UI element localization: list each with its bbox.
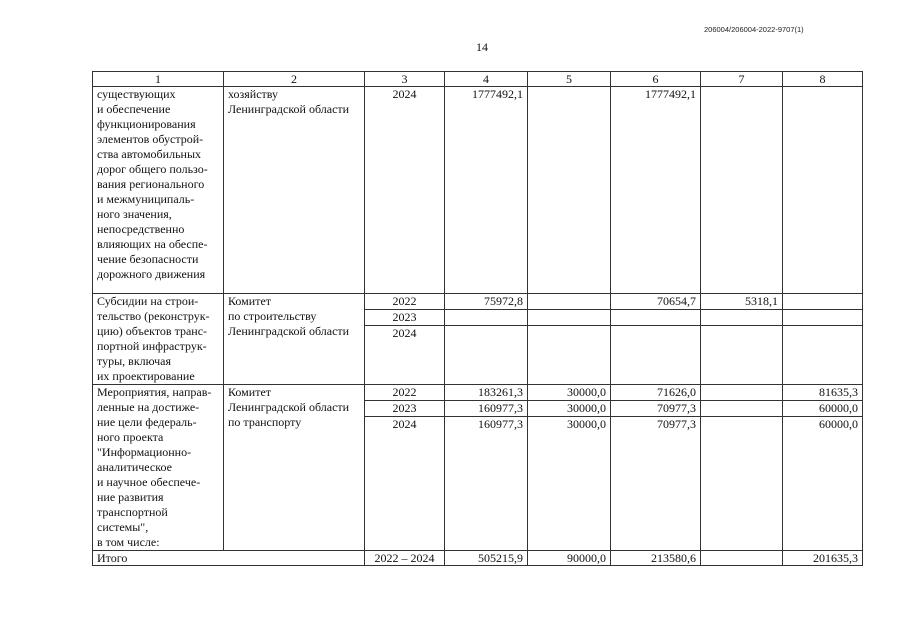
totals-years: 2022 – 2024 [365,551,445,566]
column-number: 5 [528,72,611,87]
totals-label: Итого [93,551,365,566]
regional-cell: 70977,3 [611,417,701,551]
municipal-cell: 5318,1 [701,294,783,310]
document-id: 206004/206004-2022-9707(1) [704,25,804,34]
executor-name: Комитет по строительству Ленинградской области [224,294,365,385]
regional-cell: 1777492,1 [611,87,701,294]
regional-cell: 213580,6 [611,551,701,566]
federal-cell [528,326,611,385]
total-cell [445,326,528,385]
total-cell: 1777492,1 [445,87,528,294]
municipal-cell [701,385,783,401]
other-cell [783,326,863,385]
totals-row [93,551,863,566]
regional-cell: 70977,3 [611,401,701,417]
municipal-cell [701,310,783,326]
other-cell [783,310,863,326]
column-numbers-row [93,72,863,87]
federal-cell: 30000,0 [528,401,611,417]
federal-cell: 30000,0 [528,417,611,551]
other-cell [783,87,863,294]
total-cell [445,310,528,326]
regional-cell: 71626,0 [611,385,701,401]
column-number: 7 [701,72,783,87]
year-cell: 2024 [365,326,445,385]
executor-name: Комитет Ленинградской области по транспорту [224,385,365,551]
municipal-cell [701,417,783,551]
column-number: 4 [445,72,528,87]
other-cell: 81635,3 [783,385,863,401]
year-cell: 2023 [365,310,445,326]
municipal-cell [701,551,783,566]
other-cell: 201635,3 [783,551,863,566]
budget-table [92,71,863,566]
column-number: 1 [93,72,224,87]
executor-name: хозяйству Ленинградской области [224,87,365,294]
federal-cell [528,87,611,294]
municipal-cell [701,87,783,294]
regional-cell: 70654,7 [611,294,701,310]
year-cell: 2022 [365,294,445,310]
federal-cell: 30000,0 [528,385,611,401]
federal-cell [528,310,611,326]
other-cell: 60000,0 [783,417,863,551]
page-number: 14 [476,40,488,54]
year-cell: 2024 [365,87,445,294]
other-cell [783,294,863,310]
activity-name: существующих и обеспечение функционирования элементов обустрой- ства автомобильных дорог общего пользо- вания регионального и межмуниципаль- ного значения, непосредственно влияющих на обеспе- чение безопасности дорожного движения [93,87,224,294]
activity-name: Мероприятия, направ- ленные на достиже- ние цели федераль- ного проекта "Информационно- аналитическое и научное обеспече- ние развития транспортной системы", в том числе: [93,385,224,551]
total-cell: 75972,8 [445,294,528,310]
federal-cell [528,294,611,310]
table-row [93,294,863,310]
municipal-cell [701,326,783,385]
column-number: 6 [611,72,701,87]
table-row [93,385,863,401]
table-row [93,87,863,294]
year-cell: 2022 [365,385,445,401]
total-cell: 505215,9 [445,551,528,566]
activity-name: Субсидии на строи- тельство (реконструк- цию) объектов транс- портной инфраструк- туры, включая их проектирование [93,294,224,385]
total-cell: 160977,3 [445,417,528,551]
column-number: 8 [783,72,863,87]
federal-cell: 90000,0 [528,551,611,566]
other-cell: 60000,0 [783,401,863,417]
municipal-cell [701,401,783,417]
total-cell: 160977,3 [445,401,528,417]
total-cell: 183261,3 [445,385,528,401]
regional-cell [611,326,701,385]
year-cell: 2023 [365,401,445,417]
column-number: 2 [224,72,365,87]
regional-cell [611,310,701,326]
column-number: 3 [365,72,445,87]
year-cell: 2024 [365,417,445,551]
